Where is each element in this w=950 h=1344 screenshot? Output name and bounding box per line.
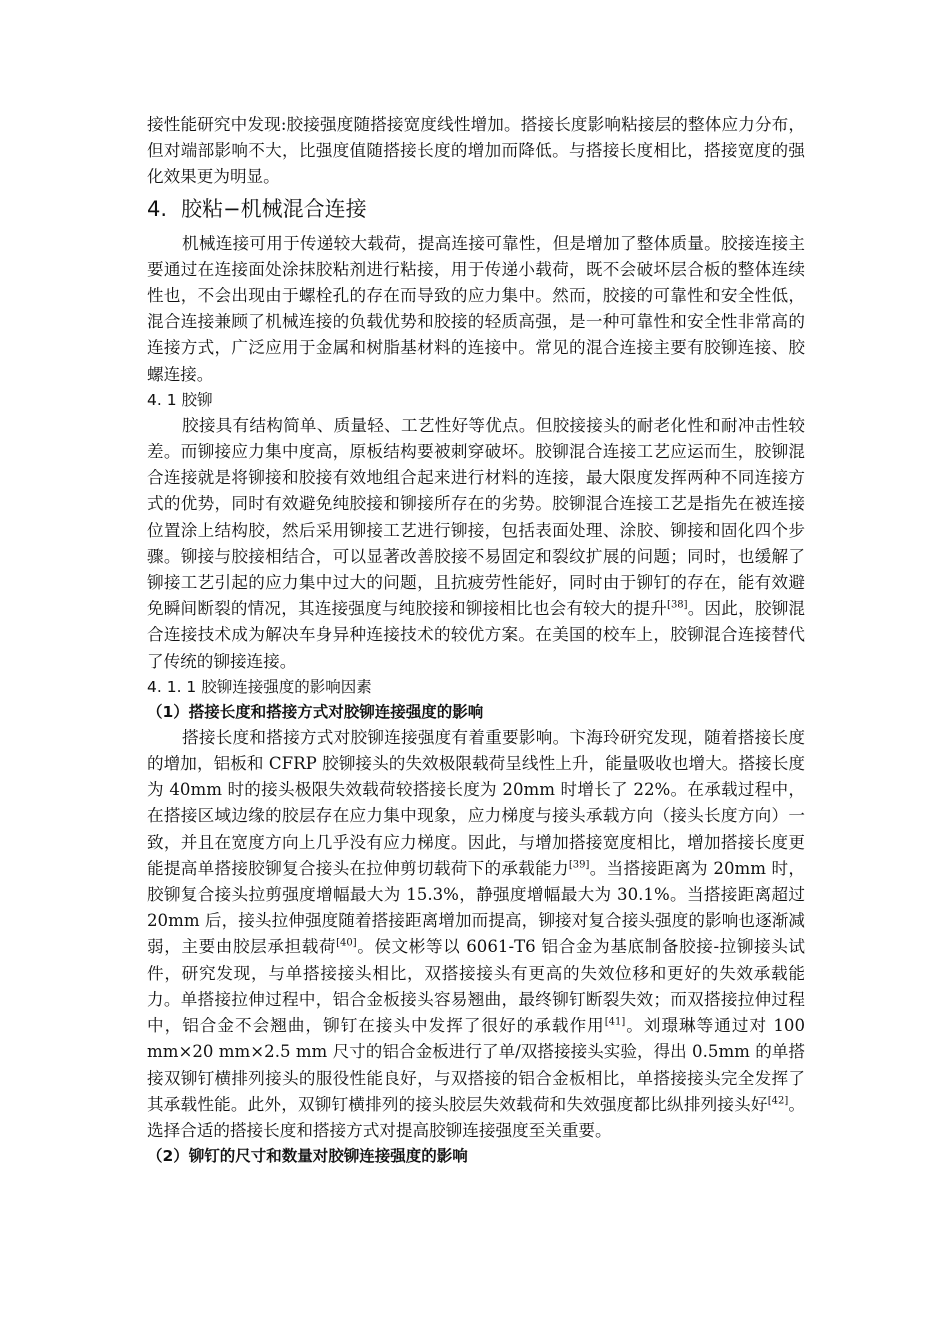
citation-40: [40] bbox=[336, 937, 357, 949]
section-4-paragraph: 机械连接可用于传递较大载荷，提高连接可靠性，但是增加了整体质量。胶接连接主要通过在连接面处涂抹胶粘剂进行粘接，用于传递小载荷，既不会破坏层合板的整体连续性也，不会出现由于螺栓孔的存在而导致的应力集中。然而，胶接的可靠性和安全性低，混合连接兼顾了机械连接的负载优势和胶接的轻质高强，是一种可靠性和安全性非常高的连接方式，广泛应用于金属和树脂基材料的连接中。常见的混合连接主要有胶铆连接、胶螺连接。 bbox=[147, 233, 805, 384]
paragraph-text: 搭接长度和搭接方式对胶铆连接强度有着重要影响。卞海玲研究发现，随着搭接长度的增加，铝板和 CFRP 胶铆接头的失效极限载荷呈线性上升，能量吸收也增大。搭接长度为 40mm 时的接头极限失效载荷较搭接长度为 20mm 时增长了 22%。在承载过程中，在搭接区域边缘的胶层存在应力集中现象，应力梯度与接头承载方向（接头长度方向）一致，并且在宽度方向上几乎没有应力梯度。因此，与增加搭接宽度相比，增加搭接长度更能提高单搭接胶铆复合接头在拉伸剪切载荷下的承载能力 bbox=[147, 727, 805, 878]
paragraph-text: 。因此，胶铆混合连接技术成为解决车身异种连接技术的较优方案。在美国的校车上，胶铆混合连接替代了传统的铆接连接。 bbox=[147, 599, 806, 671]
subsection-heading-4-1: 4. 1 胶铆 bbox=[147, 390, 213, 409]
subheading-1: （1）搭接长度和搭接方式对胶铆连接强度的影响 bbox=[147, 702, 484, 721]
intro-paragraph: 接性能研究中发现:胶接强度随搭接宽度线性增加。搭接长度影响粘接层的整体应力分布，但对端部影响不大，比强度值随搭接长度的增加而降低。与搭接长度相比，搭接宽度的强化效果更为明显。 bbox=[147, 115, 805, 187]
paragraph-text: 。选择合适的搭接长度和搭接方式对提高胶铆连接强度至关重要。 bbox=[147, 1094, 806, 1140]
paragraph-text: 。侯文彬等以 6061-T6 铝合金为基底制备胶接-拉铆接头试件，研究发现，与单搭接接头相比，双搭接接头有更高的失效位移和更好的失效承载能力。单搭接拉伸过程中，铝合金板接头容易翘曲，最终铆钉断裂失效；而双搭接拉伸过程中，铝合金不会翘曲，铆钉在接头中发挥了很好的承载作用 bbox=[147, 937, 806, 1036]
section-number: 4. bbox=[147, 196, 168, 221]
citation-39: [39] bbox=[568, 859, 590, 871]
section-title: 胶粘−机械混合连接 bbox=[181, 196, 367, 221]
subsection-1-paragraph bbox=[147, 725, 805, 1144]
citation-41: [41] bbox=[604, 1016, 626, 1028]
citation-38: [38] bbox=[667, 599, 688, 611]
subheading-2: （2）铆钉的尺寸和数量对胶铆连接强度的影响 bbox=[147, 1147, 468, 1166]
section-4-1-paragraph bbox=[147, 413, 805, 675]
section-heading-4 bbox=[147, 195, 805, 223]
subsection-heading-4-1-1: 4. 1. 1 胶铆连接强度的影响因素 bbox=[147, 677, 372, 696]
paragraph-text: 胶接具有结构简单、质量轻、工艺性好等优点。但胶接接头的耐老化性和耐冲击性较差。而铆接应力集中度高，原板结构要被刺穿破坏。胶铆混合连接工艺应运而生，胶铆混合连接就是将铆接和胶接有效地组合起来进行材料的连接，最大限度发挥两种不同连接方式的优势，同时有效避免纯胶接和铆接所存在的劣势。胶铆混合连接工艺是指先在被连接位置涂上结构胶，然后采用铆接工艺进行铆接，包括表面处理、涂胶、铆接和固化四个步骤。铆接与胶接相结合，可以显著改善胶接不易固定和裂纹扩展的问题；同时，也缓解了铆接工艺引起的应力集中过大的问题，且抗疲劳性能好，同时由于铆钉的存在，能有效避免瞬间断裂的情况，其连接强度与纯胶接和铆接相比也会有较大的提升 bbox=[147, 415, 805, 619]
document-page bbox=[147, 112, 805, 1169]
citation-42: [42] bbox=[767, 1095, 789, 1107]
paragraph-text: 。当搭接距离为 20mm 时，胶铆复合接头拉剪强度增幅最大为 15.3%，静强度增幅最大为 30.1%。当搭接距离超过 20mm 后，接头拉伸强度随着搭接距离增加而提高，铆接对复合接头强度的影响也逐渐减弱，主要由胶层承担载荷 bbox=[147, 858, 805, 957]
paragraph-text: 。刘璟琳等通过对 100 mm×20 mm×2.5 mm 尺寸的铝合金板进行了单/双搭接接头实验，得出 0.5mm 的单搭接双铆钉横排列接头的服役性能良好，与双搭接的铝合金板相比，单搭接接头完全发挥了其承载性能。此外，双铆钉横排列的接头胶层失效载荷和失效强度都比纵排列接头好 bbox=[147, 1016, 806, 1114]
